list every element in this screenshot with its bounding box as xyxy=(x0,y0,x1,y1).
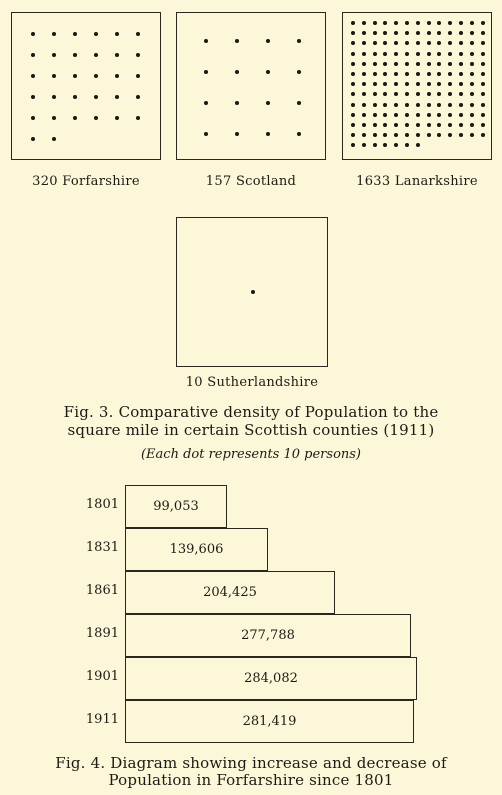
bar-year-label: 1861 xyxy=(85,583,119,598)
caption-lanarkshire: 1633 Lanarkshire xyxy=(356,174,478,189)
bar-year-label: 1891 xyxy=(85,626,119,641)
population-bar xyxy=(125,485,227,528)
fig3-title-line2: square mile in certain Scottish counties (1911) xyxy=(67,421,435,439)
bar-value-label: 277,788 xyxy=(241,628,295,643)
bar-value-label: 139,606 xyxy=(169,542,224,557)
population-bar xyxy=(125,528,268,571)
bar-value-label: 204,425 xyxy=(203,585,257,600)
fig4-title-line1: Fig. 4. Diagram showing increase and decrease of xyxy=(55,754,447,772)
bar-year-label: 1801 xyxy=(85,497,119,512)
caption-scotland: 157 Scotland xyxy=(205,174,297,189)
bar-value-label: 281,419 xyxy=(242,714,297,729)
population-bar xyxy=(125,657,417,700)
fig4-title-line2: Population in Forfarshire since 1801 xyxy=(108,771,394,789)
bar-year-label: 1901 xyxy=(85,669,119,684)
bar-year-label: 1831 xyxy=(85,540,119,555)
population-bar xyxy=(125,614,411,657)
bar-value-label: 99,053 xyxy=(153,499,199,514)
bar-value-label: 284,082 xyxy=(244,671,298,686)
caption-forfarshire: 320 Forfarshire xyxy=(32,174,140,189)
fig3-note: (Each dot represents 10 persons) xyxy=(140,447,362,462)
population-bar xyxy=(125,700,414,743)
caption-sutherlandshire: 10 Sutherlandshire xyxy=(185,375,319,390)
population-bar xyxy=(125,571,335,614)
fig3-title-line1: Fig. 3. Comparative density of Population to the xyxy=(63,403,439,421)
bar-year-label: 1911 xyxy=(85,712,119,727)
